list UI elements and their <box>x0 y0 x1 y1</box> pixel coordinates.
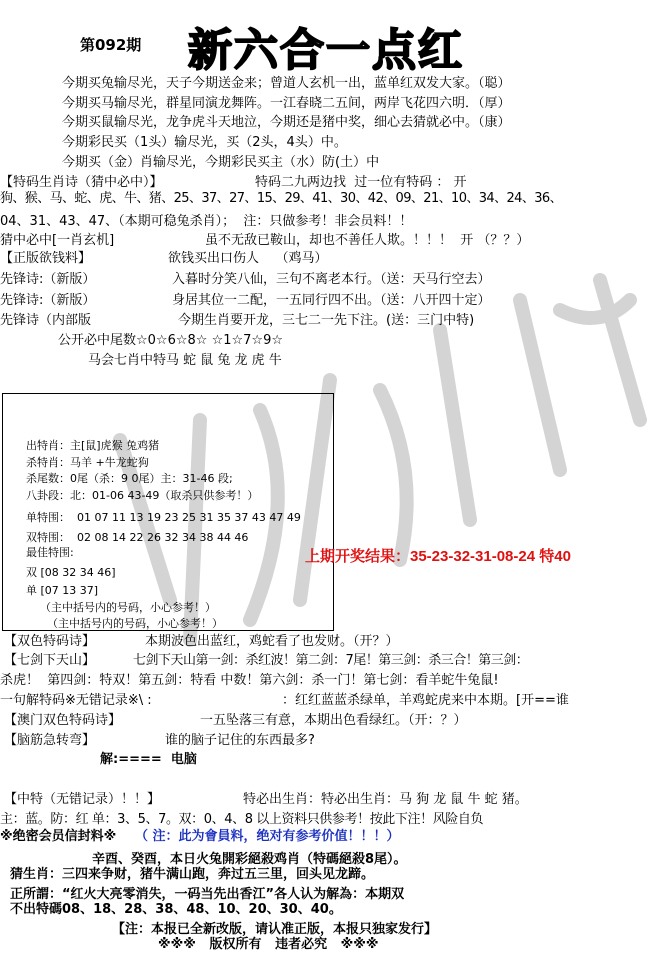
bottom-line: 【注：本报已全新改版，请认准正版，本报只独家发行】 <box>112 922 438 937</box>
issue-number: 第092期 <box>80 36 142 54</box>
box-line: 八卦段：北：01-06 43-49（取杀只供参考！） <box>26 489 259 502</box>
bottom-line: 正所謂：“红火大亮零消失，一码当先出香江”各人认为解為：本期双 <box>10 887 405 902</box>
mid-text: 谁的脑子记住的东西最多? <box>165 733 315 748</box>
last-result: 上期开奖结果：35-23-32-31-08-24 特40 <box>305 548 571 565</box>
box-line: 杀特肖：马羊 +牛龙蛇狗 <box>26 456 149 469</box>
verse-line: 今期彩民买（1头）输尽光，买（2头，4头）中。 <box>62 135 347 150</box>
secret-label: ※绝密会员信封料※ <box>0 829 117 844</box>
bottom-line: 不出特碼08、18、28、38、48、10、20、30、40。 <box>10 902 342 917</box>
pioneer-text: 身居其位一二配，一五同行四不出。（送：八开四十定） <box>172 293 491 308</box>
seven-zodiacs: 马会七肖中特马 蛇 鼠 兔 龙 虎 牛 <box>88 353 282 368</box>
zhengban-text: 欲钱买出口伤人 （鸡马） <box>168 251 328 266</box>
tail-numbers: 公开必中尾数☆0☆6☆8☆ ☆1☆7☆9☆ <box>58 333 283 348</box>
box-line: 双 [08 32 34 46] <box>26 566 116 579</box>
mid-text: 一五坠落三有意，本期出色看绿红。（开：？） <box>200 713 467 728</box>
mid-text: 七剑下天山第一剑：杀红波！第二剑：7尾！第三剑：杀三合！第三剑： <box>133 653 529 668</box>
page-title: 新六合一点红 <box>188 25 464 76</box>
verse-line: 今期买（金）肖输尽光，今期彩民买主（水）防(土）中 <box>62 155 380 170</box>
zhongte-text: 特必出生肖：特必出生肖：马 狗 龙 鼠 牛 蛇 猪。 <box>243 792 528 807</box>
verse-line: 今期买马输尽光，群星同演龙舞阵。一江春晓二五间，两岸飞花四六明．（厚） <box>62 96 511 111</box>
mid-label: 【七剑下天山】 <box>4 653 96 668</box>
mid-text: 杀虎！ 第四剑：特双！第五剑：特看 中数！第六剑：杀一门！第七剑：看羊蛇牛兔鼠! <box>0 673 499 688</box>
tema-poem-text: 特码二九两边找 过一位有特码 ： 开 <box>255 175 467 190</box>
pioneer-text: 入暮时分笑八仙，三句不离老本行。（送：天马行空去） <box>172 272 491 287</box>
box-line: 单特围： 01 07 11 13 19 23 25 31 35 37 43 47 49 <box>26 511 301 524</box>
riddle-answer: 解:==== 电脑 <box>100 752 197 767</box>
box-line: 最佳特围: <box>26 546 74 559</box>
zhongte-label: 【中特（无错记录）！！】 <box>4 792 161 807</box>
box-line: 杀尾数：0尾（杀：9 0尾）主：31-46 段; <box>26 472 233 485</box>
box-line: （主中括号内的号码，小心参考！） <box>26 601 216 614</box>
tema-poem-note: 04、31、43、47、（本期可稳兔杀肖）； 注：只做参考！非会员料！！ <box>0 214 413 229</box>
color-line: 主：蓝。防：红 单：3、5、7。双：0、4、8 以上资料只供参考！按此下注！风险自负 <box>0 812 484 827</box>
mid-label: 【双色特码诗】 <box>4 634 96 649</box>
verse-line: 今期买鼠输尽光，龙争虎斗天地泣，今期还是猪中奖，细心去猜就必中。（康） <box>62 115 511 130</box>
mid-label: 【澳门双色特码诗】 <box>4 713 122 728</box>
box-line: （主中括号内的号码，小心参考！） <box>26 617 223 630</box>
xuanji-text: 虽不无敌已鞍山，却也不善任人欺。！！！ 开 （？？） <box>205 233 530 248</box>
mid-text: ：红红蓝蓝杀绿单，羊鸡蛇虎来中本期。[开==谁 <box>282 693 569 708</box>
mid-label: 【脑筋急转弯】 <box>4 733 96 748</box>
pioneer-text: 今期生肖要开龙，三七二一先下注。(送：三门中特) <box>178 313 475 328</box>
verse-line: 今期买兔输尽光，天子今期送金来；曾道人玄机一出，蓝单红双发大家。（聪） <box>62 76 511 91</box>
zhengban-label: 【正版欲钱料】 <box>0 251 92 266</box>
pioneer-label: 先锋诗（内部版 <box>0 313 92 328</box>
box-line: 出特肖：主[鼠]虎猴 兔鸡猪 <box>26 439 160 452</box>
mid-text: 本期波色出蓝红，鸡蛇看了也发财。（开？） <box>145 634 399 649</box>
xuanji-label: 猜中必中[一肖玄机] <box>0 233 115 248</box>
copyright: ※※※ 版权所有 违者必究 ※※※ <box>158 937 379 952</box>
box-line: 双特围： 02 08 14 22 26 32 34 38 44 46 <box>26 531 249 544</box>
box-line: 单 [07 13 37] <box>26 584 99 597</box>
secret-note: （ 注：此为會員料，绝对有参考价值！！！） <box>135 829 400 844</box>
tema-poem-numbers: 狗、猴、马、蛇、虎、牛、猪、25、37、27、15、29、41、30、42、09、21、10、34、24、36、 <box>0 191 562 206</box>
bottom-line: 猜生肖：三四来争财，猪牛满山跑，奔过五三里，回头见龙蹄。 <box>10 867 375 882</box>
tema-poem-label: 【特码生肖诗（猜中必中）】 <box>0 175 163 190</box>
pioneer-label: 先锋诗:（新版） <box>0 293 96 308</box>
mid-label: 一句解特码※无错记录※\ : <box>0 693 152 708</box>
bottom-line: 辛酉、癸酉，本日火兔開彩絕殺鸡肖（特碼絕殺8尾）。 <box>92 852 407 867</box>
pioneer-label: 先锋诗:（新版） <box>0 272 96 287</box>
